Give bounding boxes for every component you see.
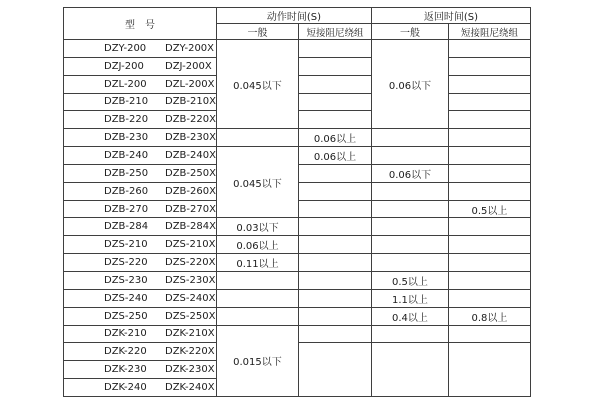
action-damped-cell (298, 289, 371, 307)
table-row (64, 254, 531, 272)
model-cell (64, 236, 217, 254)
model-name: DZB-270 (104, 203, 149, 215)
model-name-x: DZS-210X (165, 239, 216, 251)
model-name: DZB-250 (104, 167, 149, 179)
model-cell (64, 307, 217, 325)
action-general-cell: 0.11以上 (216, 254, 298, 272)
model-cell (64, 200, 217, 218)
action-damped-cell (298, 182, 371, 200)
return-general-cell: 0.06以下 (371, 40, 448, 129)
model-cell (64, 379, 217, 397)
model-name-x: DZK-210X (165, 328, 215, 340)
header-return-general: 一般 (371, 24, 448, 40)
return-damped-cell (448, 289, 530, 307)
model-name: DZK-230 (104, 364, 147, 376)
model-cell (64, 57, 217, 75)
return-damped-cell (448, 254, 530, 272)
action-damped-cell (298, 57, 371, 75)
model-name: DZS-210 (104, 239, 148, 251)
model-name: DZK-220 (104, 346, 147, 358)
model-name: DZS-250 (104, 310, 148, 322)
action-general-cell: 0.06以上 (216, 236, 298, 254)
model-name: DZL-200 (104, 78, 147, 90)
return-damped-cell (448, 325, 530, 343)
model-name: DZK-210 (104, 328, 147, 340)
model-cell (64, 111, 217, 129)
return-damped-cell (448, 75, 530, 93)
table-row (64, 325, 531, 343)
model-name-x: DZS-240X (165, 292, 216, 304)
return-general-cell (371, 343, 448, 397)
table-row (64, 129, 531, 147)
return-damped-cell (448, 129, 530, 147)
model-name: DZJ-200 (104, 60, 144, 72)
header-return-damped: 短接阻尼绕组 (448, 24, 530, 40)
model-name: DZK-240 (104, 381, 147, 393)
model-cell (64, 129, 217, 147)
model-cell (64, 75, 217, 93)
return-damped-cell (448, 218, 530, 236)
model-name: DZB-284 (104, 221, 149, 233)
model-cell (64, 164, 217, 182)
return-general-cell (371, 200, 448, 218)
return-general-cell: 0.06以下 (371, 164, 448, 182)
model-name-x: DZB-284X (165, 221, 216, 233)
model-name-x: DZJ-200X (165, 60, 212, 72)
return-general-cell (371, 182, 448, 200)
action-damped-cell (298, 236, 371, 254)
model-name: DZB-240 (104, 149, 149, 161)
model-name: DZB-220 (104, 114, 149, 126)
return-general-cell (371, 129, 448, 147)
return-damped-cell (448, 111, 530, 129)
table-row (64, 40, 531, 58)
model-name-x: DZY-200X (165, 42, 215, 54)
table-row (64, 307, 531, 325)
action-damped-cell (298, 200, 371, 218)
model-name: DZB-210 (104, 96, 149, 108)
model-cell (64, 254, 217, 272)
action-general-cell (216, 289, 298, 307)
action-damped-cell (298, 164, 371, 182)
action-damped-cell: 0.06以上 (298, 147, 371, 165)
action-general-cell: 0.015以下 (216, 325, 298, 396)
return-damped-cell (448, 271, 530, 289)
action-damped-cell: 0.06以上 (298, 129, 371, 147)
return-damped-cell (448, 164, 530, 182)
action-damped-cell (298, 271, 371, 289)
return-damped-cell: 0.8以上 (448, 307, 530, 325)
model-cell (64, 343, 217, 361)
model-name: DZB-230 (104, 132, 149, 144)
model-cell (64, 361, 217, 379)
model-name-x: DZB-250X (165, 167, 216, 179)
action-general-cell (216, 129, 298, 147)
return-damped-cell: 0.5以上 (448, 200, 530, 218)
relay-timing-spec-table (63, 7, 531, 397)
return-damped-cell (448, 57, 530, 75)
return-general-cell: 1.1以上 (371, 289, 448, 307)
action-general-cell: 0.045以下 (216, 40, 298, 129)
model-name-x: DZB-210X (165, 96, 216, 108)
return-general-cell (371, 325, 448, 343)
header-model: 型 号 (64, 8, 217, 40)
model-cell (64, 218, 217, 236)
action-damped-cell (298, 75, 371, 93)
model-cell (64, 289, 217, 307)
header-action-time: 动作时间(S) (216, 8, 371, 24)
model-name-x: DZB-220X (165, 114, 216, 126)
model-name-x: DZS-250X (165, 310, 216, 322)
model-name-x: DZK-220X (165, 346, 215, 358)
return-general-cell (371, 218, 448, 236)
model-name: DZB-260 (104, 185, 149, 197)
action-general-cell (216, 271, 298, 289)
model-name-x: DZK-240X (165, 381, 215, 393)
model-cell (64, 271, 217, 289)
model-name-x: DZK-230X (165, 364, 215, 376)
return-general-cell (371, 236, 448, 254)
return-general-cell: 0.4以上 (371, 307, 448, 325)
action-general-cell: 0.045以下 (216, 147, 298, 218)
action-damped-cell (298, 307, 371, 325)
model-name-x: DZB-260X (165, 185, 216, 197)
table-row (64, 218, 531, 236)
model-name-x: DZS-220X (165, 257, 216, 269)
model-name: DZS-240 (104, 292, 148, 304)
return-general-cell (371, 254, 448, 272)
header-return-time: 返回时间(S) (371, 8, 530, 24)
model-name-x: DZB-270X (165, 203, 216, 215)
table-row (64, 236, 531, 254)
return-damped-cell (448, 343, 530, 397)
model-cell (64, 325, 217, 343)
action-damped-cell (298, 325, 371, 343)
model-cell (64, 40, 217, 58)
action-general-cell (216, 307, 298, 325)
model-name: DZS-230 (104, 274, 148, 286)
return-damped-cell (448, 182, 530, 200)
model-name: DZS-220 (104, 257, 148, 269)
model-cell (64, 147, 217, 165)
action-damped-cell (298, 40, 371, 58)
return-general-cell: 0.5以上 (371, 271, 448, 289)
return-damped-cell (448, 40, 530, 58)
model-name-x: DZB-230X (165, 132, 216, 144)
action-damped-cell (298, 218, 371, 236)
model-name-x: DZL-200X (165, 78, 215, 90)
action-damped-cell (298, 93, 371, 111)
model-name-x: DZS-230X (165, 274, 216, 286)
action-damped-cell (298, 343, 371, 397)
action-damped-cell (298, 254, 371, 272)
model-cell (64, 93, 217, 111)
return-damped-cell (448, 147, 530, 165)
return-damped-cell (448, 93, 530, 111)
model-cell (64, 182, 217, 200)
model-name: DZY-200 (104, 42, 147, 54)
header-action-general: 一般 (216, 24, 298, 40)
table-row (64, 289, 531, 307)
action-damped-cell (298, 111, 371, 129)
table-row (64, 271, 531, 289)
action-general-cell: 0.03以下 (216, 218, 298, 236)
model-name-x: DZB-240X (165, 149, 216, 161)
return-damped-cell (448, 236, 530, 254)
table-row (64, 147, 531, 165)
return-general-cell (371, 147, 448, 165)
header-action-damped: 短接阻尼绕组 (298, 24, 371, 40)
